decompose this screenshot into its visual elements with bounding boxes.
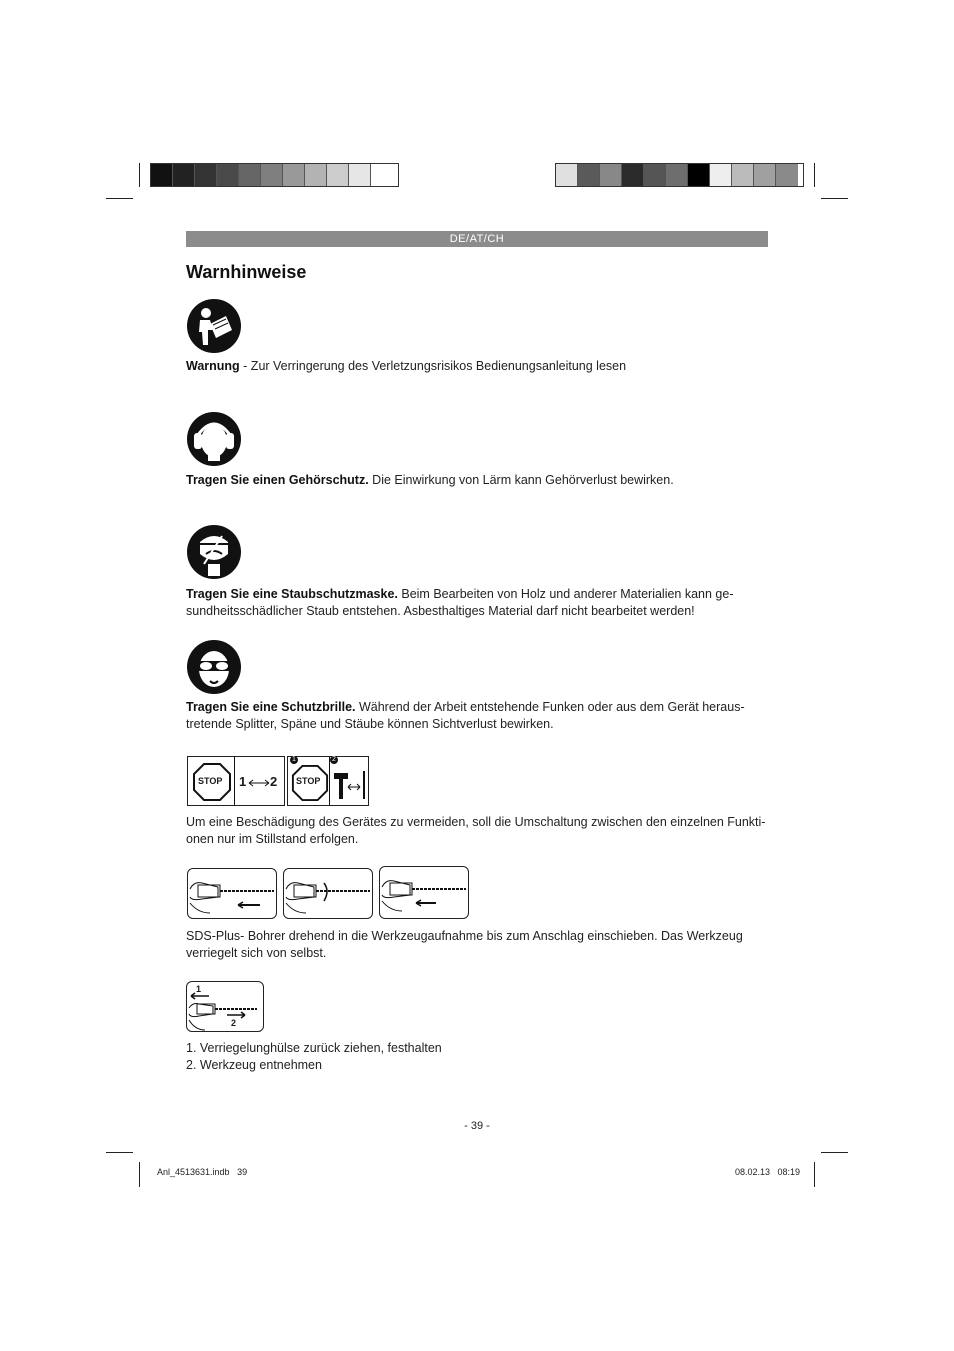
step-from: 1 [239,774,247,789]
warning-text: sundheitsschädlicher Staub entstehen. Asbesthaltiges Material darf nicht bearbeitet werden! [186,604,695,618]
crop-mark [821,198,848,199]
insert-text-line: SDS-Plus- Bohrer drehend in die Werkzeugaufnahme bis zum Anschlag einschieben. Das Werkzeug [186,929,743,943]
warning-bold: Warnung [186,359,240,373]
color-bar-right [555,163,804,187]
stop-text-line: onen nur im Stillstand erfolgen. [186,832,359,846]
crop-mark [106,198,133,199]
color-bar-left [150,163,399,187]
warning-bold: Tragen Sie eine Staubschutzmaske. [186,587,398,601]
drill-insert-step-3 [379,866,469,919]
drill-chuck-icon [188,869,278,920]
footer-file: Anl_4513631.indb 39 [157,1167,248,1177]
warning-bold: Tragen Sie eine Schutzbrille. [186,700,356,714]
warning-text: Die Einwirkung von Lärm kann Gehörverlust bewirken. [368,473,674,487]
hammer-drill-icon [332,767,368,801]
warning-text: tretende Splitter, Späne und Stäube können Sichtverlust bewirken. [186,717,554,731]
drill-insert-step-2 [283,868,373,919]
warning-bold: Tragen Sie einen Gehörschutz. [186,473,369,487]
divider [329,757,330,805]
crop-mark [139,163,140,187]
warning-read-manual [186,358,771,375]
step-to: 2 [270,774,278,789]
stop-instruction [186,814,771,848]
read-manual-icon [186,298,242,354]
crop-mark [814,1162,815,1187]
crop-mark [821,1152,848,1153]
safety-glasses-icon [186,639,242,695]
divider [234,757,235,805]
page-number: - 39 - [464,1120,490,1132]
insert-text-line: verriegelt sich von selbst. [186,946,327,960]
stop-label: STOP [198,776,223,786]
crop-mark [106,1152,133,1153]
warning-text: - Zur Verringerung des Verletzungsrisikos Bedienungsanleitung lesen [239,359,627,373]
remove-label-1: 1 [196,984,202,994]
stop-label: STOP [296,776,321,786]
drill-rotate-icon [284,869,374,920]
marker-2: 2 [330,756,338,764]
list-item: 1. Verriegelunghülse zurück ziehen, festhalten [186,1041,442,1055]
page-title: Warnhinweise [186,262,307,282]
warning-text: Beim Bearbeiten von Holz und anderer Materialien kann ge- [397,587,734,601]
ear-protection-icon [186,411,242,467]
double-arrow-icon [248,779,270,787]
crop-mark [139,1162,140,1187]
warning-text: Während der Arbeit entstehende Funken oder aus dem Gerät heraus- [355,700,745,714]
stop-switch-graphic [187,756,285,806]
footer-datetime: 08.02.13 08:19 [735,1167,801,1177]
stop-text-line: Um eine Beschädigung des Gerätes zu vermeiden, soll die Umschaltung zwischen den einzelnen Funkti- [186,815,766,829]
region-band: DE/AT/CH [186,231,768,247]
warning-dust [186,586,771,620]
warning-glasses [186,699,771,733]
marker-1: 1 [290,756,298,764]
insert-instruction [186,928,771,962]
dust-mask-icon [186,524,242,580]
drill-remove-graphic [186,981,264,1032]
remove-label-2: 2 [231,1018,237,1028]
drill-push-icon [380,867,470,920]
drill-insert-step-1 [187,868,277,919]
remove-steps [186,1040,771,1074]
crop-mark [814,163,815,187]
stop-hammer-graphic [287,756,369,806]
list-item: 2. Werkzeug entnehmen [186,1058,322,1072]
warning-ear [186,472,771,489]
